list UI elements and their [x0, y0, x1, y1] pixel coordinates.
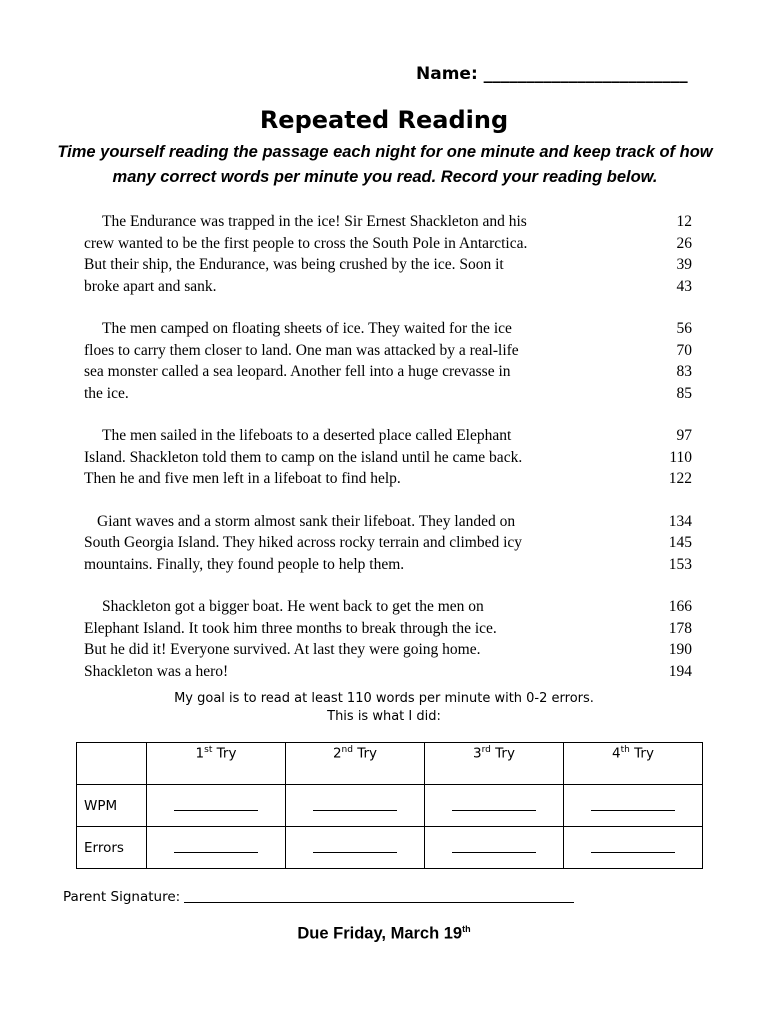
word-count: 39 — [676, 256, 692, 273]
try-header: 4th Try — [564, 743, 703, 785]
passage-line: broke apart and sank. 43 — [84, 276, 694, 298]
passage-line: floes to carry them closer to land. One man was attacked by a real-life 70 — [84, 340, 694, 362]
word-count: 70 — [676, 341, 692, 359]
passage-line: mountains. Finally, they found people to help them. 153 — [84, 554, 694, 576]
passage-paragraph — [84, 511, 694, 576]
parent-signature — [63, 888, 574, 905]
word-count: 153 — [668, 555, 692, 573]
table-row — [77, 785, 703, 827]
word-count: 134 — [668, 512, 692, 530]
signature-label: Parent Signature: — [63, 889, 181, 905]
passage-paragraph — [84, 596, 694, 682]
word-count: 190 — [668, 641, 692, 658]
word-count: 166 — [668, 598, 692, 615]
row-label-errors: Errors — [77, 827, 147, 869]
passage-line: the ice. 85 — [84, 383, 694, 405]
due-date: Due Friday, March 19th — [297, 924, 471, 943]
passage-line: Shackleton got a bigger boat. He went back to get the men on 166 — [84, 596, 694, 618]
goal-statement — [0, 690, 768, 726]
wpm-entry[interactable] — [147, 785, 286, 827]
word-count: 178 — [668, 619, 692, 637]
try-header: 3rd Try — [425, 743, 564, 785]
word-count: 43 — [676, 277, 692, 295]
goal-line: My goal is to read at least 110 words per minute with 0-2 errors. — [174, 691, 594, 706]
errors-entry[interactable] — [564, 827, 703, 869]
passage-line: Elephant Island. It took him three months to break through the ice. 178 — [84, 618, 694, 640]
table-corner-cell — [77, 743, 147, 785]
name-field-label: Name: ________________________ — [416, 64, 688, 84]
word-count: 85 — [676, 384, 692, 402]
errors-entry[interactable] — [147, 827, 286, 869]
wpm-entry[interactable] — [564, 785, 703, 827]
reading-passage — [84, 211, 694, 703]
word-count: 12 — [676, 213, 692, 230]
reading-tracker-table — [76, 742, 703, 869]
word-count: 145 — [668, 534, 692, 551]
passage-line: But their ship, the Endurance, was being crushed by the ice. Soon it 39 — [84, 254, 694, 276]
passage-line: Then he and five men left in a lifeboat to find help. 122 — [84, 468, 694, 490]
passage-paragraph — [84, 425, 694, 490]
word-count: 110 — [669, 448, 692, 466]
passage-line: Shackleton was a hero! 194 — [84, 661, 694, 683]
goal-subline: This is what I did: — [327, 709, 441, 724]
wpm-entry[interactable] — [286, 785, 425, 827]
word-count: 83 — [676, 363, 692, 380]
errors-entry[interactable] — [286, 827, 425, 869]
passage-line: The men sailed in the lifeboats to a deserted place called Elephant 97 — [84, 425, 694, 447]
passage-line: crew wanted to be the first people to cross the South Pole in Antarctica. 26 — [84, 233, 694, 255]
passage-line: Giant waves and a storm almost sank their lifeboat. They landed on 134 — [84, 511, 694, 533]
try-header: 1st Try — [147, 743, 286, 785]
try-header: 2nd Try — [286, 743, 425, 785]
page-title: Repeated Reading — [259, 106, 509, 134]
table-row — [77, 827, 703, 869]
word-count: 122 — [668, 470, 692, 487]
instructions: Time yourself reading the passage each night for one minute and keep track of how many correct words per minute you read. Record your reading below. — [57, 143, 713, 186]
passage-paragraph — [84, 318, 694, 404]
row-label-wpm: WPM — [77, 785, 147, 827]
table-header-row — [77, 743, 703, 785]
passage-line: But he did it! Everyone survived. At last they were going home. 190 — [84, 639, 694, 661]
word-count: 194 — [668, 662, 692, 680]
passage-line: sea monster called a sea leopard. Another fell into a huge crevasse in 83 — [84, 361, 694, 383]
word-count: 26 — [676, 234, 692, 252]
passage-line: Island. Shackleton told them to camp on the island until he came back. 110 — [84, 447, 694, 469]
passage-paragraph — [84, 211, 694, 297]
word-count: 97 — [676, 427, 692, 444]
errors-entry[interactable] — [425, 827, 564, 869]
passage-line: South Georgia Island. They hiked across rocky terrain and climbed icy 145 — [84, 532, 694, 554]
wpm-entry[interactable] — [425, 785, 564, 827]
signature-line[interactable] — [184, 888, 574, 903]
word-count: 56 — [676, 320, 692, 337]
passage-line: The men camped on floating sheets of ice. They waited for the ice 56 — [84, 318, 694, 340]
passage-line: The Endurance was trapped in the ice! Sir Ernest Shackleton and his 12 — [84, 211, 694, 233]
